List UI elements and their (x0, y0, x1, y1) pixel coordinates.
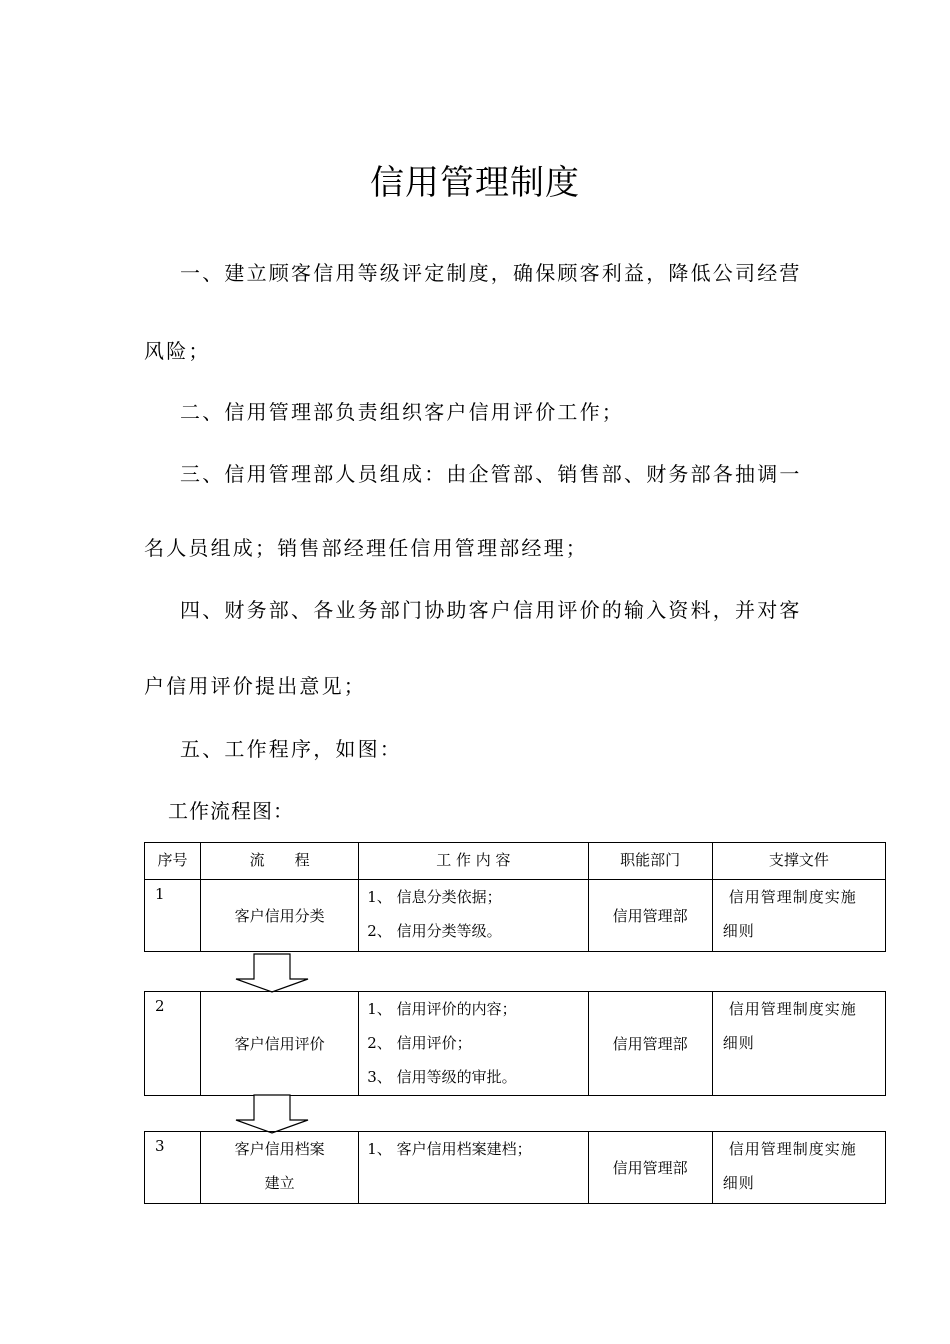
row-seq: 3 (145, 1132, 201, 1204)
paragraph-3-line-2: 名人员组成；销售部经理任信用管理部经理； (144, 536, 588, 560)
row-process: 客户信用评价 (201, 992, 359, 1096)
table-row (145, 880, 886, 952)
down-arrow-icon (232, 1094, 312, 1134)
work-item: 1、 客户信用档案建档； (367, 1140, 532, 1158)
process-line: 客户信用档案 (234, 1140, 325, 1158)
row-seq: 2 (145, 992, 201, 1096)
work-item: 3、 信用等级的审批。 (367, 1068, 517, 1086)
row-work (359, 992, 588, 1096)
work-item: 1、 信用评价的内容； (367, 1000, 517, 1018)
header-dept: 职能部门 (588, 843, 712, 880)
header-doc: 支撑文件 (712, 843, 885, 880)
paragraph-2: 二、信用管理部负责组织客户信用评价工作； (180, 400, 624, 424)
row-doc (712, 992, 885, 1096)
row-work (359, 1132, 588, 1204)
doc-line: 细则 (722, 1034, 755, 1052)
table-row (145, 1132, 886, 1204)
doc-line: 信用管理制度实施 (728, 1140, 857, 1158)
flow-table-block-3 (144, 1131, 886, 1204)
paragraph-1-line-2: 风险； (144, 339, 211, 363)
work-item: 1、 信息分类依据； (367, 888, 502, 906)
row-process (201, 1132, 359, 1204)
row-dept: 信用管理部 (588, 880, 712, 952)
row-work (359, 880, 588, 952)
paragraph-4-line-2: 户信用评价提出意见； (144, 674, 366, 698)
paragraph-5: 五、工作程序，如图： (180, 737, 402, 761)
doc-line: 信用管理制度实施 (728, 888, 857, 906)
row-doc (712, 880, 885, 952)
flow-table-block-1 (144, 842, 886, 952)
down-arrow-icon (232, 953, 312, 993)
flow-chart-title: 工作流程图： (168, 799, 294, 823)
doc-line: 信用管理制度实施 (728, 1000, 857, 1018)
table-row (145, 992, 886, 1096)
paragraph-1-line-1: 一、建立顾客信用等级评定制度，确保顾客利益，降低公司经营 (180, 261, 802, 285)
header-seq: 序号 (145, 843, 201, 880)
doc-line: 细则 (722, 1174, 755, 1192)
process-line: 建立 (264, 1174, 295, 1192)
paragraph-3-line-1: 三、信用管理部人员组成：由企管部、销售部、财务部各抽调一 (180, 462, 802, 486)
row-doc (712, 1132, 885, 1204)
paragraph-4-line-1: 四、财务部、各业务部门协助客户信用评价的输入资料，并对客 (180, 598, 802, 622)
doc-line: 细则 (722, 922, 755, 940)
work-item: 2、 信用分类等级。 (367, 922, 502, 940)
row-seq: 1 (145, 880, 201, 952)
header-work: 工 作 内 容 (359, 843, 588, 880)
row-process: 客户信用分类 (201, 880, 359, 952)
table-header-row (145, 843, 886, 880)
flow-table-block-2 (144, 991, 886, 1096)
document-title: 信用管理制度 (370, 163, 580, 203)
row-dept: 信用管理部 (588, 992, 712, 1096)
work-item: 2、 信用评价； (367, 1034, 472, 1052)
row-dept: 信用管理部 (588, 1132, 712, 1204)
header-process: 流 程 (201, 843, 359, 880)
